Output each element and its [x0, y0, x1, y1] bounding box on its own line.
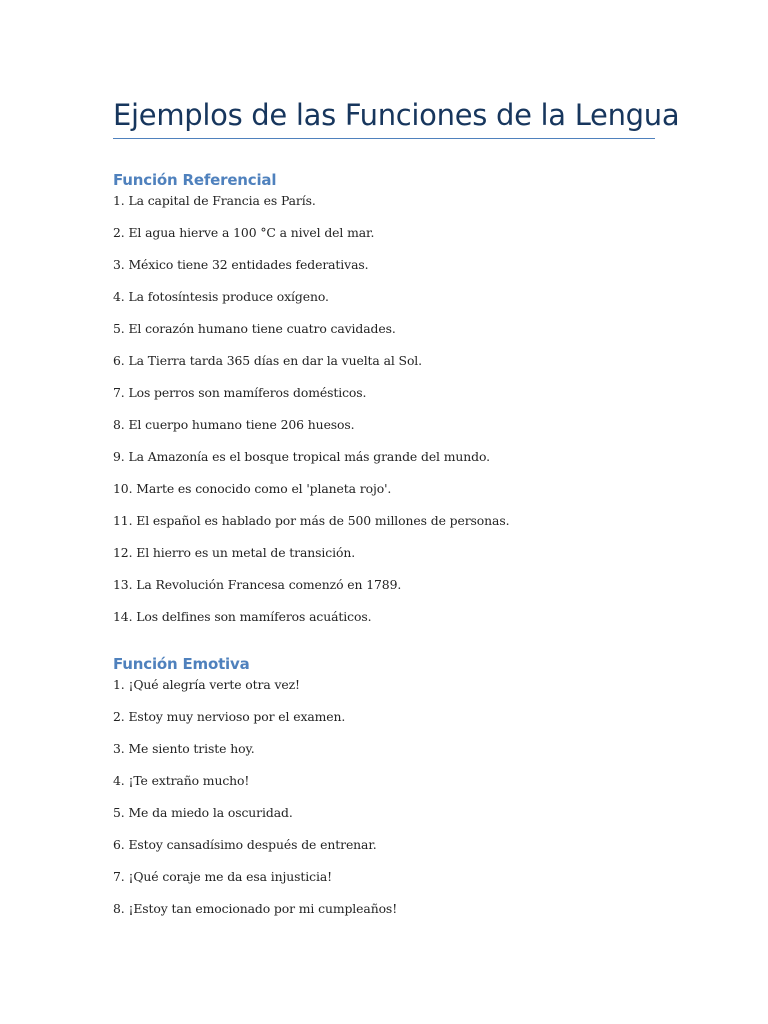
- list-item: 5. El corazón humano tiene cuatro cavidades.: [113, 321, 396, 336]
- document-page: [113, 96, 680, 933]
- list-item: 4. ¡Te extraño mucho!: [113, 773, 250, 788]
- document-title: Ejemplos de las Funciones de la Lengua: [113, 96, 655, 139]
- list-item: 1. La capital de Francia es París.: [113, 193, 316, 208]
- example-list-referencial: [113, 193, 655, 625]
- list-item: 3. Me siento triste hoy.: [113, 741, 255, 756]
- section-emotiva: [113, 654, 655, 917]
- list-item: 7. Los perros son mamíferos domésticos.: [113, 385, 367, 400]
- list-item: 6. La Tierra tarda 365 días en dar la vuelta al Sol.: [113, 353, 423, 368]
- list-item: 7. ¡Qué coraje me da esa injusticia!: [113, 869, 333, 884]
- section-referencial: [113, 170, 655, 625]
- list-item: 11. El español es hablado por más de 500 millones de personas.: [113, 513, 510, 528]
- section-heading-referencial: Función Referencial: [113, 171, 277, 189]
- list-item: 4. La fotosíntesis produce oxígeno.: [113, 289, 329, 304]
- list-item: 10. Marte es conocido como el 'planeta rojo'.: [113, 481, 392, 496]
- list-item: 2. El agua hierve a 100 °C a nivel del mar.: [113, 225, 375, 240]
- list-item: 9. La Amazonía es el bosque tropical más grande del mundo.: [113, 449, 490, 464]
- list-item: 8. ¡Estoy tan emocionado por mi cumpleaños!: [113, 901, 398, 916]
- list-item: 12. El hierro es un metal de transición.: [113, 545, 356, 560]
- example-list-emotiva: [113, 677, 655, 917]
- list-item: 6. Estoy cansadísimo después de entrenar.: [113, 837, 377, 852]
- list-item: 13. La Revolución Francesa comenzó en 1789.: [113, 577, 402, 592]
- list-item: 1. ¡Qué alegría verte otra vez!: [113, 677, 300, 692]
- section-heading-emotiva: Función Emotiva: [113, 655, 250, 673]
- list-item: 3. México tiene 32 entidades federativas.: [113, 257, 369, 272]
- list-item: 5. Me da miedo la oscuridad.: [113, 805, 293, 820]
- list-item: 14. Los delfines son mamíferos acuáticos.: [113, 609, 372, 624]
- list-item: 8. El cuerpo humano tiene 206 huesos.: [113, 417, 355, 432]
- list-item: 2. Estoy muy nervioso por el examen.: [113, 709, 346, 724]
